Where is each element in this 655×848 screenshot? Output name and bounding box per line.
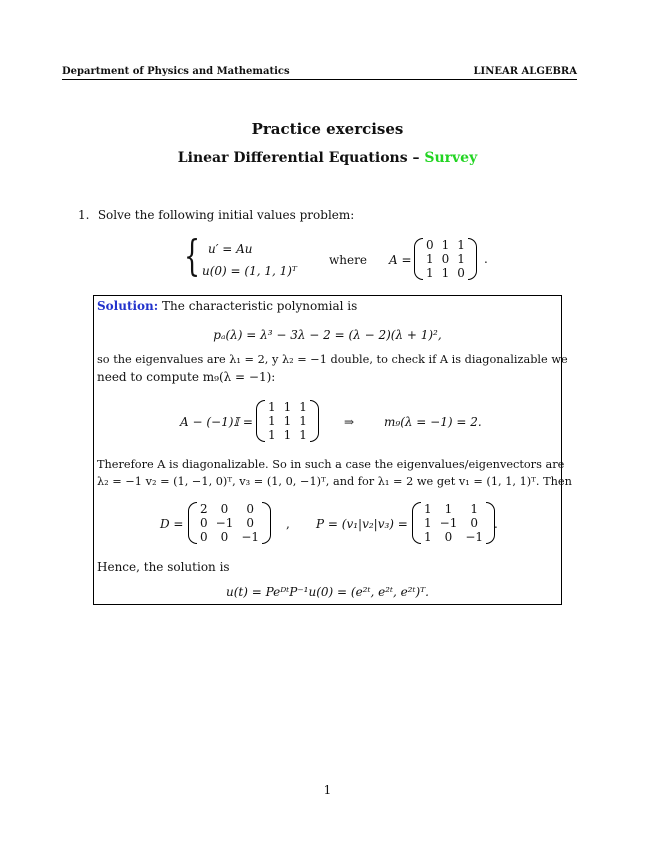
matrix-entry: 1 [299, 414, 307, 428]
eigenvalue-line-2: need to compute m₉(λ = −1): [97, 370, 276, 384]
matrix-row [196, 516, 263, 530]
left-paren [414, 238, 423, 280]
ivp-where: where [329, 253, 367, 267]
exercise-number: 1. [78, 208, 90, 222]
right-paren [262, 502, 271, 544]
matrix-entry: 0 [470, 516, 479, 530]
d-equals: D = [160, 517, 184, 531]
matrix-entry: 0 [200, 516, 208, 530]
subtitle-main: Linear Differential Equations – [177, 150, 420, 166]
left-paren [188, 502, 197, 544]
header-department: Department of Physics and Mathematics [62, 66, 290, 77]
characteristic-polynomial: pₐ(λ) = λ³ − 3λ − 2 = (λ − 2)(λ + 1)², [213, 328, 442, 342]
matrix-d-comma: , [286, 517, 290, 531]
matrix-row [420, 502, 487, 516]
solution-box [93, 295, 572, 605]
p-equals: P = (v₁|v₂|v₃) = [316, 517, 408, 531]
matrix-entry: 0 [246, 502, 255, 516]
matrix-row [422, 238, 469, 252]
diagonalizable-line-1: Therefore A is diagonalizable. So in such a case the eigenvalues/eigenvectors are [97, 458, 565, 471]
right-paren [468, 238, 477, 280]
right-paren [310, 400, 319, 442]
matrix-entry: −1 [215, 516, 234, 530]
matrix-entry: 0 [200, 530, 208, 544]
matrix-entry: 1 [283, 400, 292, 414]
matrix-entry: 1 [268, 414, 276, 428]
matrix-entry: 1 [283, 414, 292, 428]
matrix-entry: 1 [457, 252, 465, 266]
ivp-a-equals: A = [389, 253, 412, 267]
matrix-row [196, 502, 263, 516]
geometric-multiplicity: m₉(λ = −1) = 2. [384, 415, 482, 429]
matrix-a-plus-identity [256, 400, 319, 442]
running-header [62, 66, 577, 77]
ivp-line-2: u(0) = (1, 1, 1)ᵀ [202, 264, 297, 278]
page-number: 1 [323, 783, 332, 797]
matrix-a-table [422, 238, 469, 280]
matrix-d-table [196, 502, 263, 544]
matrix-entry: 1 [299, 400, 307, 414]
a-minus-identity: A − (−1)𝕀 = [180, 415, 253, 429]
matrix-entry: −1 [439, 516, 458, 530]
matrix-row [264, 428, 311, 442]
implies-arrow: ⇒ [344, 415, 355, 429]
matrix-entry: 1 [457, 238, 465, 252]
matrix-entry: 1 [424, 530, 432, 544]
matrix-entry: 0 [220, 502, 229, 516]
matrix-entry: −1 [241, 530, 260, 544]
matrix-entry: 1 [299, 428, 307, 442]
matrix-entry: 1 [441, 266, 450, 280]
ivp-trailing-period: . [484, 252, 488, 266]
exercise-text: Solve the following initial values problem: [97, 208, 355, 222]
matrix-entry: 1 [444, 502, 453, 516]
matrix-entry: 1 [426, 266, 434, 280]
left-paren [412, 502, 421, 544]
matrix-entry: 0 [246, 516, 255, 530]
ivp-line-1: u′ = Au [208, 242, 253, 256]
header-rule [62, 79, 577, 80]
matrix-entry: 0 [426, 238, 434, 252]
matrix-a [414, 238, 477, 280]
matrix-row [264, 400, 311, 414]
matrix-entry: 1 [268, 428, 276, 442]
matrix-entry: 1 [424, 516, 432, 530]
matrix-row [264, 414, 311, 428]
matrix-row [420, 530, 487, 544]
final-solution: u(t) = PeᴰᵗP⁻¹u(0) = (e²ᵗ, e²ᵗ, e²ᵗ)ᵀ. [226, 585, 429, 599]
matrix-entry: 2 [200, 502, 208, 516]
matrix-p-table [420, 502, 487, 544]
matrix-entry: 0 [444, 530, 453, 544]
matrix-entry: 1 [441, 238, 450, 252]
matrix-entry: 0 [441, 252, 450, 266]
matrix-d [188, 502, 271, 544]
matrix-entry: 0 [220, 530, 229, 544]
solution-intro-line [97, 299, 357, 313]
matrix-entry: 0 [457, 266, 465, 280]
matrix-entry: 1 [470, 502, 479, 516]
matrix-p [412, 502, 495, 544]
solution-label: Solution: [97, 299, 159, 313]
exercise-statement [78, 208, 354, 222]
page-subtitle [0, 150, 655, 166]
matrix-entry: 1 [268, 400, 276, 414]
matrix-entry: 1 [283, 428, 292, 442]
eigenvalue-line-1: so the eigenvalues are λ₁ = 2, y λ₂ = −1 double, to check if A is diagonalizable we [97, 353, 568, 366]
diagonalizable-line-2: λ₂ = −1 v₂ = (1, −1, 0)ᵀ, v₃ = (1, 0, −1)ᵀ, and for λ₁ = 2 we get v₁ = (1, 1, 1)ᵀ. Then [97, 475, 572, 488]
matrix-row [422, 252, 469, 266]
hence-text: Hence, the solution is [97, 560, 230, 574]
page-title: Practice exercises [251, 120, 404, 138]
matrix-entry: 1 [426, 252, 434, 266]
header-course: LINEAR ALGEBRA [473, 66, 577, 77]
subtitle-highlight: Survey [424, 150, 478, 166]
matrix-entry: −1 [465, 530, 484, 544]
matrix-row [420, 516, 487, 530]
left-paren [256, 400, 265, 442]
matrix-row [196, 530, 263, 544]
matrix-p-period: . [494, 517, 498, 531]
solution-intro: The characteristic polynomial is [162, 299, 358, 313]
system-brace: { [184, 231, 201, 280]
matrix-entry: 1 [424, 502, 432, 516]
matrix-i-table [264, 400, 311, 442]
matrix-row [422, 266, 469, 280]
